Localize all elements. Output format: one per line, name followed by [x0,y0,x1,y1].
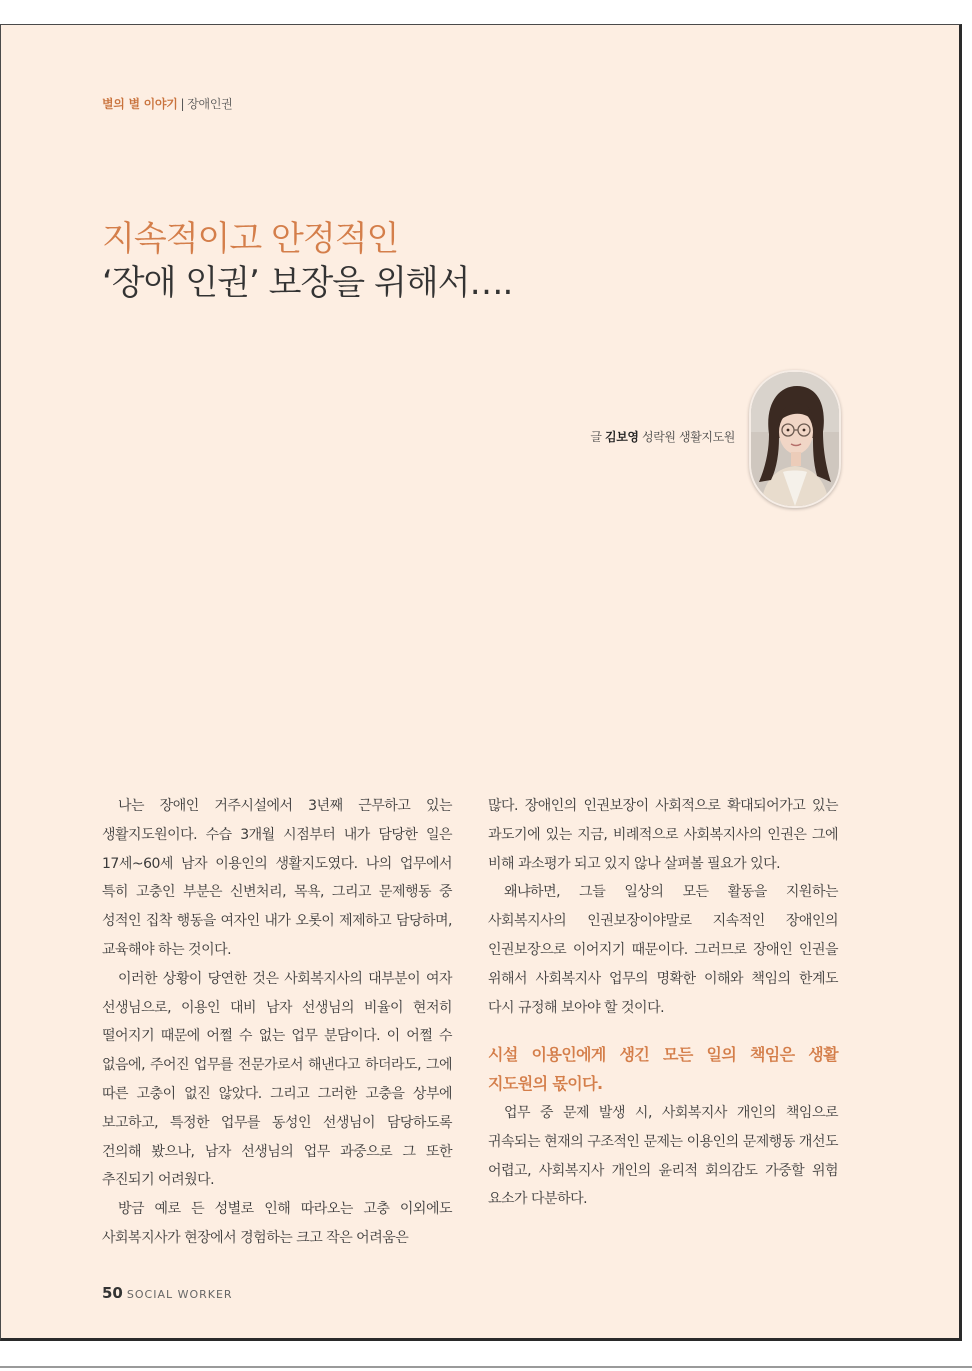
paragraph: 이러한 상황이 당연한 것은 사회복지사의 대부분이 여자 선생님으로, 이용인 대비 남자 선생님의 비율이 현저히 떨어지기 때문에 어쩔 수 없는 업무 분담이다. 이 어쩔 수 없음에, 주어진 업무를 전문가로서 해낸다고 하더라도, 그에 따른 고충이 없진 않았다. 그리고 그러한 고충을 상부에 보고하고, 특정한 업무를 동성인 선생님이 담당하도록 건의해 봤으나, 남자 선생님의 업무 과중으로 그 또한 추진되기 어려웠다. [102,970,452,1189]
page-number: 50 [102,1284,123,1302]
title-line-2: ‘장애 인권’ 보장을 위해서…. [102,263,513,303]
body-column-left [102,792,452,1253]
bottom-divider [0,1366,972,1368]
paragraph: 나는 장애인 거주시설에서 3년째 근무하고 있는 생활지도원이다. 수습 3개월 시점부터 내가 담당한 일은 17세~60세 남자 이용인의 생활지도였다. 나의 업무에서 특히 고충인 부분은 신변처리, 목욕, 그리고 문제행동 중 성적인 집착 행동을 여자인 내가 오롯이 제제하고 담당하며, 교육해야 하는 것이다. [102,798,452,958]
subheading: 시설 이용인에게 생긴 모든 일의 책임은 생활 지도원의 몫이다. [488,1045,838,1094]
category-name: 장애인권 [187,97,233,111]
paragraph: 방금 예로 든 성별로 인해 따라오는 고충 이외에도 사회복지사가 현장에서 경험하는 크고 작은 어려움은 [102,1201,452,1246]
paragraph: 왜냐하면, 그들 일상의 모든 활동을 지원하는 사회복지사의 인권보장이야말로 지속적인 장애인의 인권보장으로 이어지기 때문이다. 그러므로 장애인 인권을 위해서 사회복지사 업무의 명확한 이해와 책임의 한계도 다시 규정해 보아야 할 것이다. [488,884,838,1016]
article-title [102,217,512,305]
byline [521,428,735,445]
page-footer [102,1283,233,1302]
paragraph: 업무 중 문제 발생 시, 사회복지사 개인의 책임으로 귀속되는 현재의 구조적인 문제는 이용인의 문제행동 개선도 어렵고, 사회복지사 개인의 윤리적 회의감도 가중할 위험 요소가 다분하다. [488,1104,838,1208]
section-tag [102,95,232,112]
title-line-1: 지속적이고 안정적인 [102,219,399,259]
author-name: 김보영 [605,430,639,444]
author-affiliation: 성락원 생활지도원 [642,430,735,444]
author-photo [749,370,841,508]
body-column-right [488,792,838,1214]
paragraph-continuation: 많다. 장애인의 인권보장이 사회적으로 확대되어가고 있는 과도기에 있는 지금, 비례적으로 사회복지사의 인권은 그에 비해 과소평가 되고 있지 않나 살펴볼 필요가 있다. [488,798,838,872]
tag-separator: | [180,97,185,111]
series-name: 별의 별 이야기 [102,97,178,111]
magazine-page [0,24,962,1341]
byline-prefix: 글 [590,430,602,444]
magazine-name: SOCIAL WORKER [126,1288,233,1301]
